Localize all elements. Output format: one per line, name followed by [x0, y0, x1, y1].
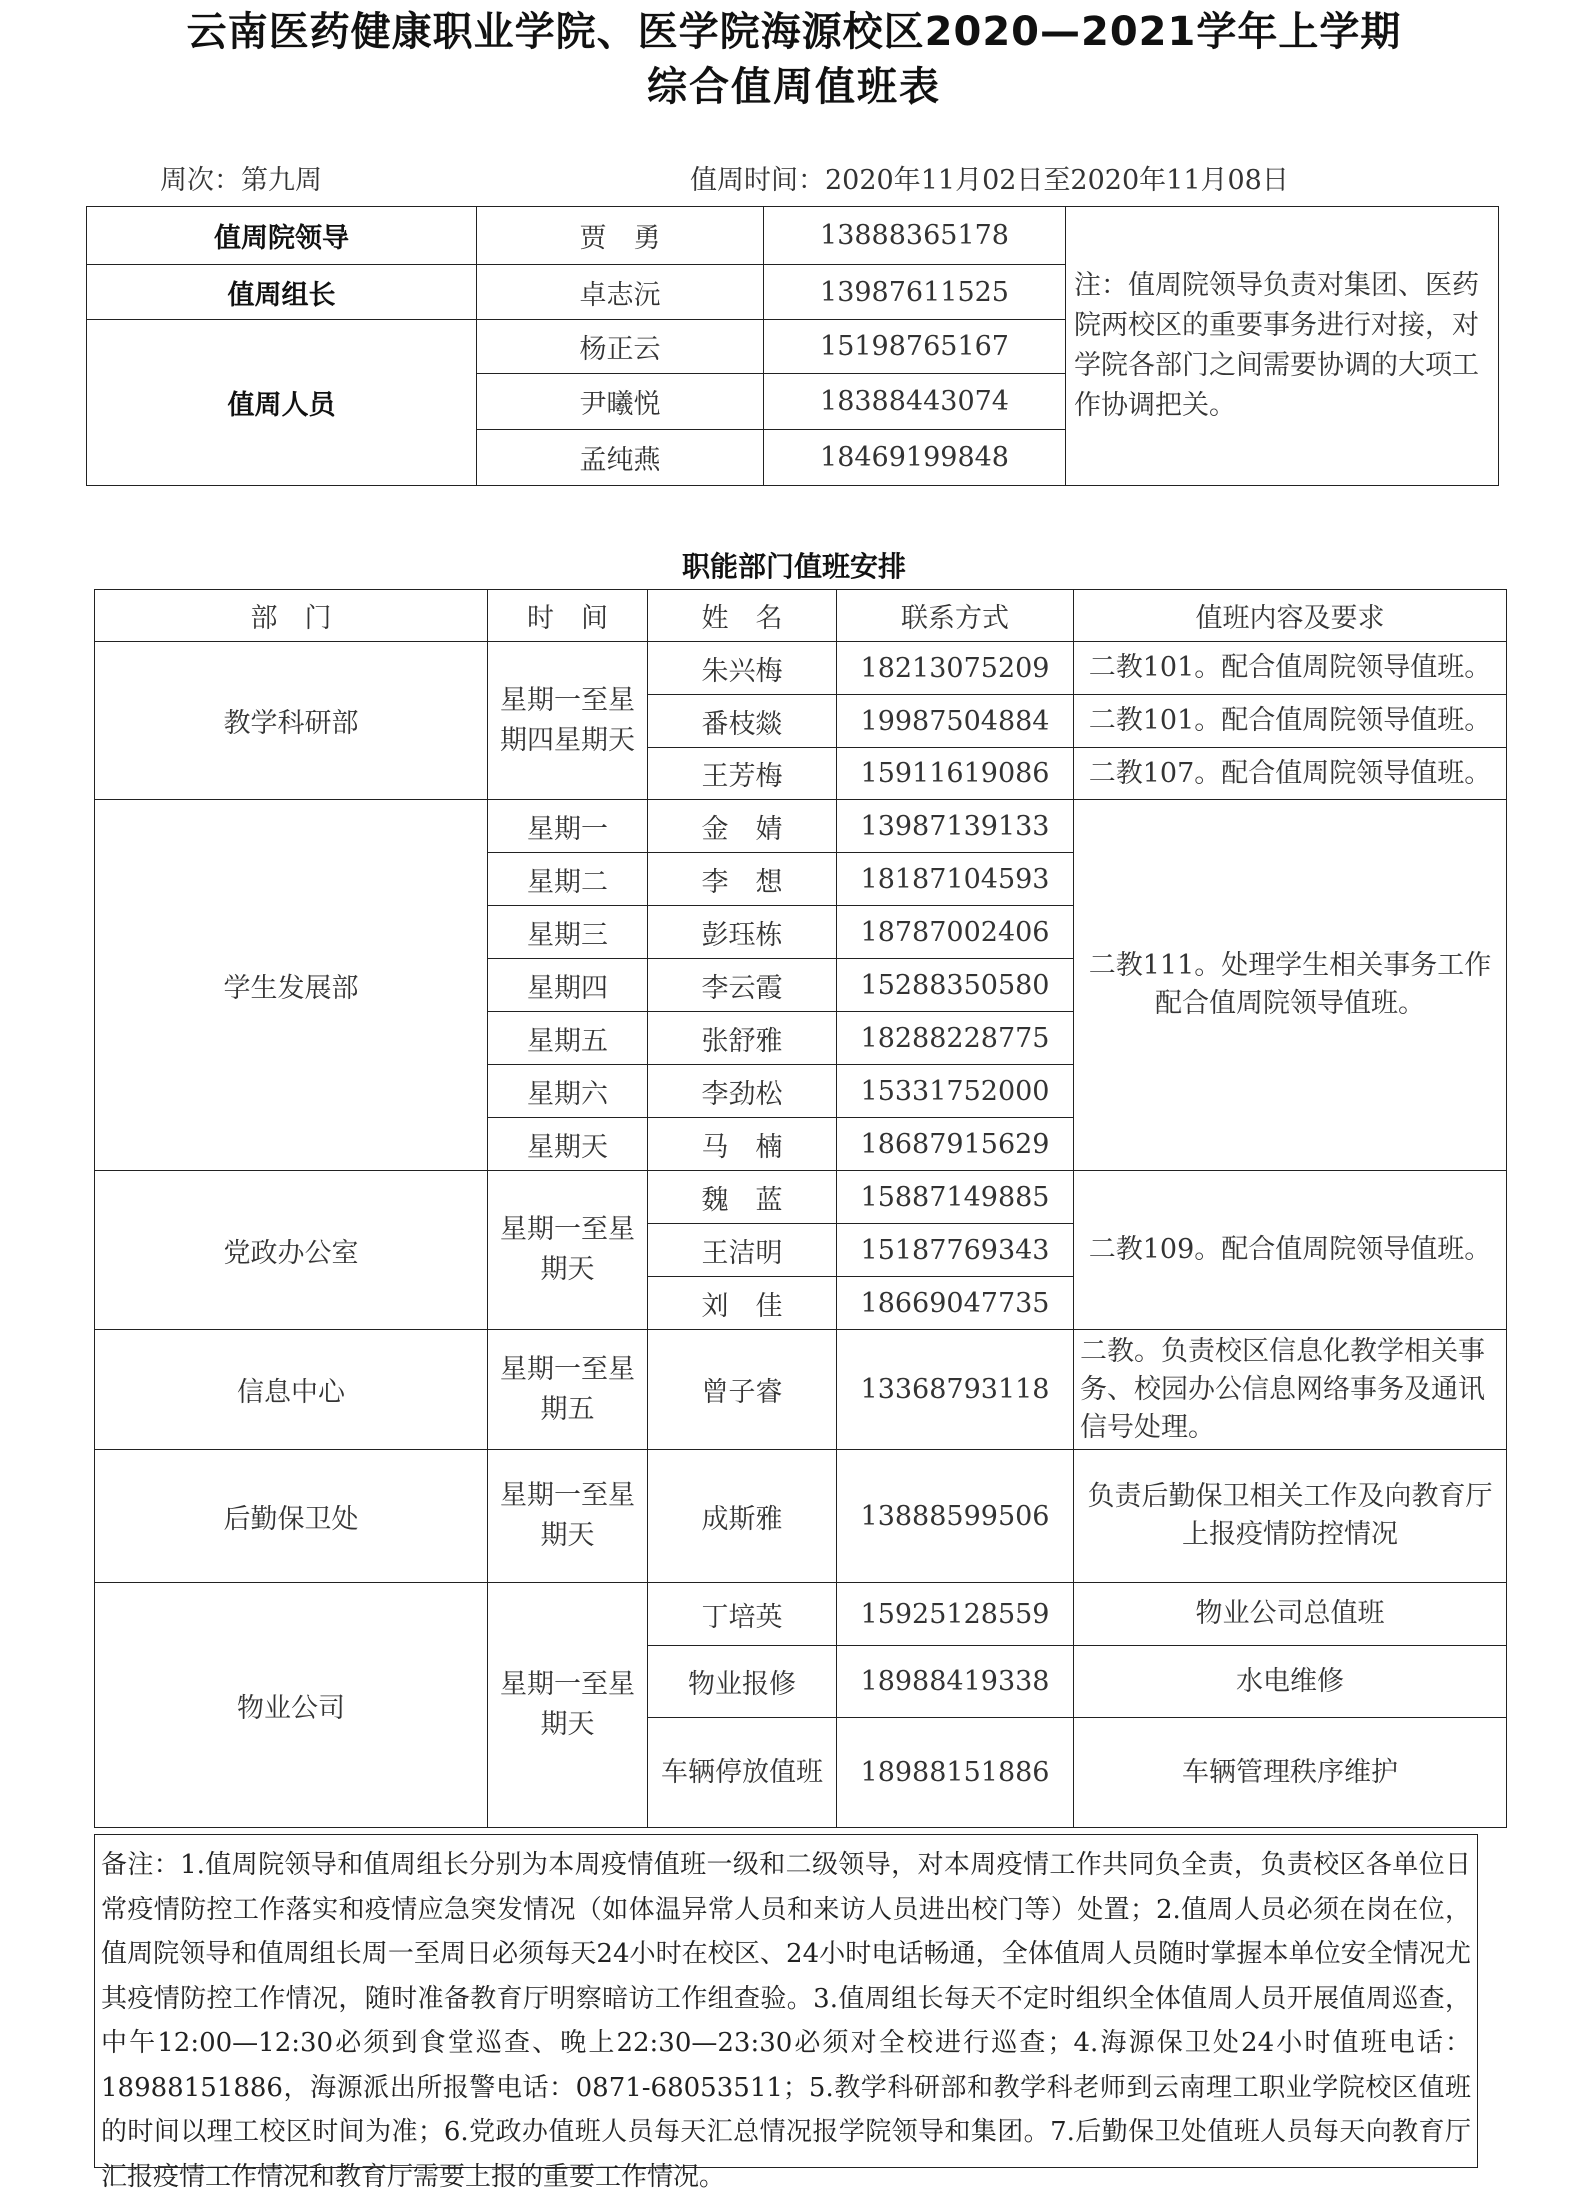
staff-name: 杨正云	[477, 320, 764, 374]
leader-name: 贾 勇	[477, 207, 764, 265]
duty-phone: 18187104593	[837, 853, 1074, 906]
duty-name: 成斯雅	[648, 1450, 837, 1583]
staff-phone: 18469199848	[764, 430, 1066, 486]
document-title: 云南医药健康职业学院、医学院海源校区2020—2021学年上学期	[186, 9, 1402, 55]
section-title: 职能部门值班安排	[681, 550, 906, 583]
duty-requirement: 水电维修	[1074, 1646, 1507, 1718]
duty-phone: 18213075209	[837, 642, 1074, 695]
duty-requirement: 车辆管理秩序维护	[1074, 1718, 1507, 1828]
duty-day: 星期天	[488, 1118, 648, 1171]
duty-name: 马 楠	[648, 1118, 837, 1171]
header-row	[95, 590, 1507, 642]
department-duty-table	[94, 589, 1507, 1828]
duty-name: 李劲松	[648, 1065, 837, 1118]
table-row	[95, 800, 1507, 853]
duty-phone: 15288350580	[837, 959, 1074, 1012]
remarks: 备注：1.值周院领导和值周组长分别为本周疫情值班一级和二级领导，对本周疫情工作共同负全责，负责校区各单位日常疫情防控工作落实和疫情应急突发情况（如体温异常人员和来访人员进出校门等）处置；2.值周人员必须在岗在位，值周院领导和值周组长周一至周日必须每天24小时在校区、24小时电话畅通，全体值周人员随时掌握本单位安全情况尤其疫情防控工作情况，随时准备教育厅明察暗访工作组查验。3.值周组长每天不定时组织全体值周人员开展值周巡查，中午12:00—12:30必须到食堂巡查、晚上22:30—23:30必须对全校进行巡查；4.海源保卫处24小时值班电话：18988151886，海源派出所报警电话：0871-68053511；5.教学科研部和教学科老师到云南理工职业学院校区值班的时间以理工校区时间为准；6.党政办值班人员每天汇总情况报学院领导和集团。7.后勤保卫处值班人员每天向教育厅汇报疫情工作情况和教育厅需要上报的重要工作情况。	[94, 1834, 1478, 2168]
duty-requirement: 二教107。配合值周院领导值班。	[1074, 748, 1507, 800]
duty-phone: 13987139133	[837, 800, 1074, 853]
dept-property: 物业公司	[95, 1583, 488, 1828]
dept-days: 星期一至星期天	[488, 1171, 648, 1330]
dept-party-office: 党政办公室	[95, 1171, 488, 1330]
duty-name: 金 婧	[648, 800, 837, 853]
duty-requirement: 二教。负责校区信息化教学相关事务、校园办公信息网络事务及通讯信号处理。	[1074, 1330, 1507, 1450]
duty-day: 星期三	[488, 906, 648, 959]
duty-name: 车辆停放值班	[648, 1718, 837, 1828]
table-row	[95, 1583, 1507, 1646]
dept-teaching: 教学科研部	[95, 642, 488, 800]
table-row	[95, 1171, 1507, 1224]
dept-student: 学生发展部	[95, 800, 488, 1171]
header-dept: 部 门	[95, 590, 488, 642]
duty-day: 星期二	[488, 853, 648, 906]
duty-phone: 18669047735	[837, 1277, 1074, 1330]
duty-period: 值周时间：2020年11月02日至2020年11月08日	[690, 165, 1289, 196]
leader-row	[87, 207, 1499, 265]
header-requirements: 值班内容及要求	[1074, 590, 1507, 642]
duty-name: 刘 佳	[648, 1277, 837, 1330]
group-name: 卓志沅	[477, 265, 764, 320]
duty-phone: 13368793118	[837, 1330, 1074, 1450]
staff-phone: 15198765167	[764, 320, 1066, 374]
duty-phone: 18288228775	[837, 1012, 1074, 1065]
duty-requirement: 二教109。配合值周院领导值班。	[1074, 1171, 1507, 1330]
duty-phone: 15331752000	[837, 1065, 1074, 1118]
duty-phone: 18988151886	[837, 1718, 1074, 1828]
duty-day: 星期一	[488, 800, 648, 853]
duty-name: 魏 蓝	[648, 1171, 837, 1224]
duty-name: 李云霞	[648, 959, 837, 1012]
dept-days: 星期一至星期天	[488, 1450, 648, 1583]
duty-name: 李 想	[648, 853, 837, 906]
week-number: 周次：第九周	[160, 165, 322, 196]
table-row	[95, 1450, 1507, 1583]
leader-table	[86, 206, 1499, 486]
duty-phone: 15925128559	[837, 1583, 1074, 1646]
duty-phone: 15911619086	[837, 748, 1074, 800]
duty-name: 王芳梅	[648, 748, 837, 800]
duty-phone: 18988419338	[837, 1646, 1074, 1718]
duty-requirement: 二教111。处理学生相关事务工作配合值周院领导值班。	[1074, 800, 1507, 1171]
dept-info-center: 信息中心	[95, 1330, 488, 1450]
duty-name: 曾子睿	[648, 1330, 837, 1450]
staff-label: 值周人员	[87, 320, 477, 486]
duty-day: 星期六	[488, 1065, 648, 1118]
document-subtitle: 综合值周值班表	[647, 64, 941, 110]
duty-requirement: 二教101。配合值周院领导值班。	[1074, 695, 1507, 748]
dept-days: 星期一至星期四星期天	[488, 642, 648, 800]
duty-requirement: 物业公司总值班	[1074, 1583, 1507, 1646]
duty-phone: 19987504884	[837, 695, 1074, 748]
duty-phone: 15887149885	[837, 1171, 1074, 1224]
group-label: 值周组长	[87, 265, 477, 320]
duty-name: 彭珏栋	[648, 906, 837, 959]
header-time: 时 间	[488, 590, 648, 642]
duty-name: 物业报修	[648, 1646, 837, 1718]
duty-day: 星期四	[488, 959, 648, 1012]
duty-phone: 15187769343	[837, 1224, 1074, 1277]
table-row	[95, 642, 1507, 695]
staff-name: 尹曦悦	[477, 374, 764, 430]
leader-phone: 13888365178	[764, 207, 1066, 265]
duty-name: 番枝燚	[648, 695, 837, 748]
dept-logistics: 后勤保卫处	[95, 1450, 488, 1583]
header-contact: 联系方式	[837, 590, 1074, 642]
header-name: 姓 名	[648, 590, 837, 642]
duty-name: 王洁明	[648, 1224, 837, 1277]
duty-phone: 13888599506	[837, 1450, 1074, 1583]
staff-phone: 18388443074	[764, 374, 1066, 430]
leader-note: 注：值周院领导负责对集团、医药院两校区的重要事务进行对接，对学院各部门之间需要协调的大项工作协调把关。	[1066, 207, 1499, 486]
dept-days: 星期一至星期五	[488, 1330, 648, 1450]
duty-name: 朱兴梅	[648, 642, 837, 695]
staff-name: 孟纯燕	[477, 430, 764, 486]
duty-name: 丁培英	[648, 1583, 837, 1646]
duty-phone: 18787002406	[837, 906, 1074, 959]
duty-requirement: 二教101。配合值周院领导值班。	[1074, 642, 1507, 695]
duty-name: 张舒雅	[648, 1012, 837, 1065]
dept-days: 星期一至星期天	[488, 1583, 648, 1828]
duty-day: 星期五	[488, 1012, 648, 1065]
group-phone: 13987611525	[764, 265, 1066, 320]
duty-phone: 18687915629	[837, 1118, 1074, 1171]
duty-requirement: 负责后勤保卫相关工作及向教育厅上报疫情防控情况	[1074, 1450, 1507, 1583]
table-row	[95, 1330, 1507, 1450]
leader-label: 值周院领导	[87, 207, 477, 265]
